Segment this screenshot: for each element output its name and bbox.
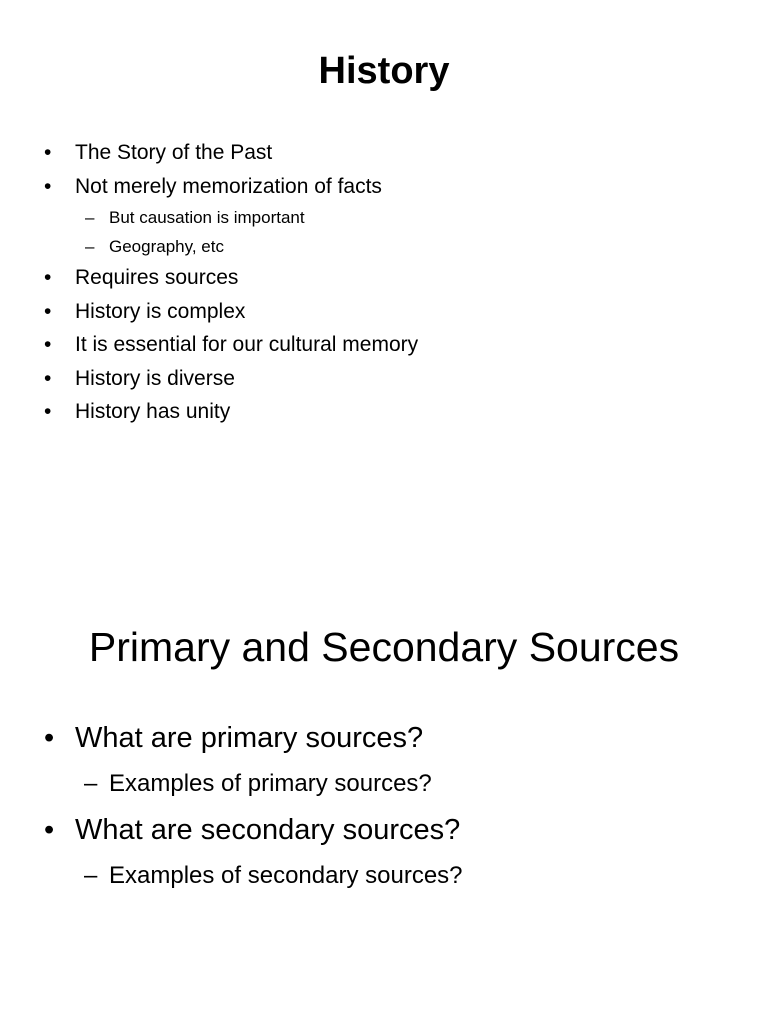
bullet-text: Not merely memorization of facts bbox=[75, 174, 382, 198]
sub-bullet-text: But causation is important bbox=[109, 208, 305, 227]
bullet-text: History is diverse bbox=[75, 366, 235, 390]
bullet-item bbox=[44, 328, 418, 362]
bullet-item bbox=[44, 807, 463, 853]
bullet-marker: • bbox=[44, 366, 52, 390]
sub-bullet-text: Examples of secondary sources? bbox=[109, 862, 463, 889]
bullet-text: The Story of the Past bbox=[75, 141, 273, 164]
sub-bullet-marker: – bbox=[85, 237, 95, 256]
slide-title: History bbox=[318, 50, 450, 92]
bullet-item bbox=[44, 362, 418, 396]
bullet-marker: • bbox=[44, 299, 52, 323]
bullet-marker: • bbox=[44, 174, 52, 198]
slide-primary-secondary-sources bbox=[0, 512, 768, 1024]
sub-bullet-text: Geography, etc bbox=[109, 237, 224, 256]
sub-bullet-marker: – bbox=[84, 770, 98, 797]
bullet-item bbox=[44, 715, 463, 761]
bullet-text: It is essential for our cultural memory bbox=[75, 333, 419, 356]
sub-bullet-item bbox=[44, 761, 463, 807]
bullet-text: What are secondary sources? bbox=[75, 814, 461, 846]
bullet-item bbox=[44, 261, 418, 295]
sub-bullet-item bbox=[44, 203, 418, 232]
bullet-marker: • bbox=[44, 814, 55, 846]
sub-bullet-marker: – bbox=[84, 862, 98, 889]
bullet-list bbox=[44, 136, 418, 429]
sub-bullet-text: Examples of primary sources? bbox=[109, 770, 432, 797]
sub-bullet-item bbox=[44, 232, 418, 261]
bullet-list bbox=[44, 715, 463, 899]
bullet-marker: • bbox=[44, 722, 55, 754]
bullet-text: What are primary sources? bbox=[75, 722, 424, 754]
bullet-item bbox=[44, 170, 418, 204]
bullet-marker: • bbox=[44, 141, 52, 164]
bullet-marker: • bbox=[44, 333, 52, 356]
sub-bullet-marker: – bbox=[85, 208, 95, 227]
bullet-item bbox=[44, 136, 418, 170]
sub-bullet-item bbox=[44, 853, 463, 899]
bullet-item bbox=[44, 395, 418, 429]
bullet-text: History is complex bbox=[75, 299, 246, 323]
bullet-item bbox=[44, 295, 418, 329]
bullet-marker: • bbox=[44, 400, 52, 423]
bullet-text: History has unity bbox=[75, 400, 231, 423]
slide-title: Primary and Secondary Sources bbox=[88, 624, 680, 670]
bullet-text: Requires sources bbox=[75, 266, 239, 289]
bullet-marker: • bbox=[44, 266, 52, 289]
